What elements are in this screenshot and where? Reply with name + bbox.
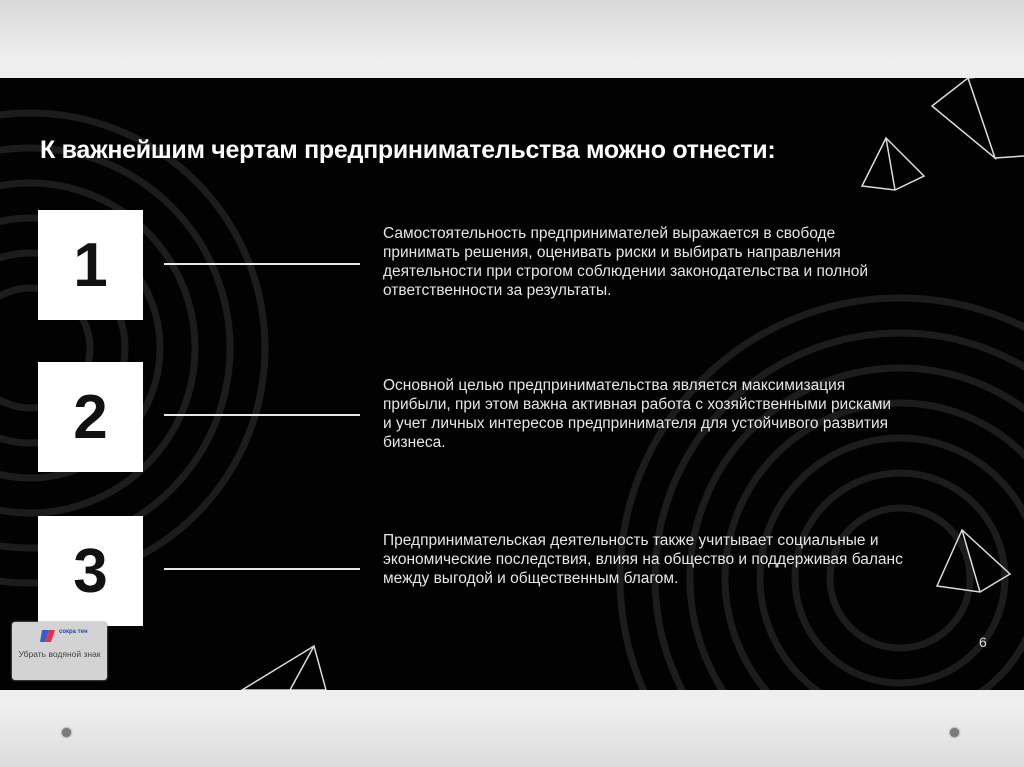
page-number: 6 (979, 634, 987, 650)
pyramid-top-right (932, 78, 1024, 158)
watermark-label: Убрать водяной знак (18, 649, 101, 659)
connector-line-1 (164, 263, 360, 265)
slide (0, 78, 1024, 690)
sokraten-logo-icon (39, 628, 57, 644)
slide-title: К важнейшим чертам предпринимательства можно отнести: (40, 136, 776, 164)
connector-line-2 (164, 414, 360, 416)
concentric-rings-left (0, 113, 265, 583)
next-slide-dot[interactable] (950, 728, 959, 737)
watermark-brand: сокра тен (59, 629, 88, 635)
frame-top (0, 0, 1024, 78)
number-box-3 (38, 516, 143, 626)
item-text-1: Самостоятельность предпринимателей выражается в свободе принимать решения, оценивать риски и выбирать направления деятельности при строгом соблюдении законодательства и полной ответственности за результаты. (383, 225, 869, 299)
pyramid-small (862, 138, 924, 190)
item-text-2: Основной целью предпринимательства является максимизация прибыли, при этом важна активная работа с хозяйственными рисками и учет личных интересов предпринимателя для устойчивого развития бизнеса. (383, 377, 892, 451)
concentric-rings-right (620, 298, 1024, 690)
item-text-3: Предпринимательская деятельность также учитывает социальные и экономические последствия, влияя на общество и поддерживая баланс между выгодой и общественным благом. (383, 532, 903, 587)
number-box-2 (38, 362, 143, 472)
number-box-1 (38, 210, 143, 320)
pyramid-bottom (242, 646, 326, 690)
prev-slide-dot[interactable] (62, 728, 71, 737)
connector-line-3 (164, 568, 360, 570)
number-label: 2 (73, 382, 108, 452)
number-label: 3 (73, 536, 108, 606)
number-label: 1 (73, 230, 108, 300)
remove-watermark-button[interactable] (12, 622, 107, 680)
frame-bottom (0, 690, 1024, 767)
